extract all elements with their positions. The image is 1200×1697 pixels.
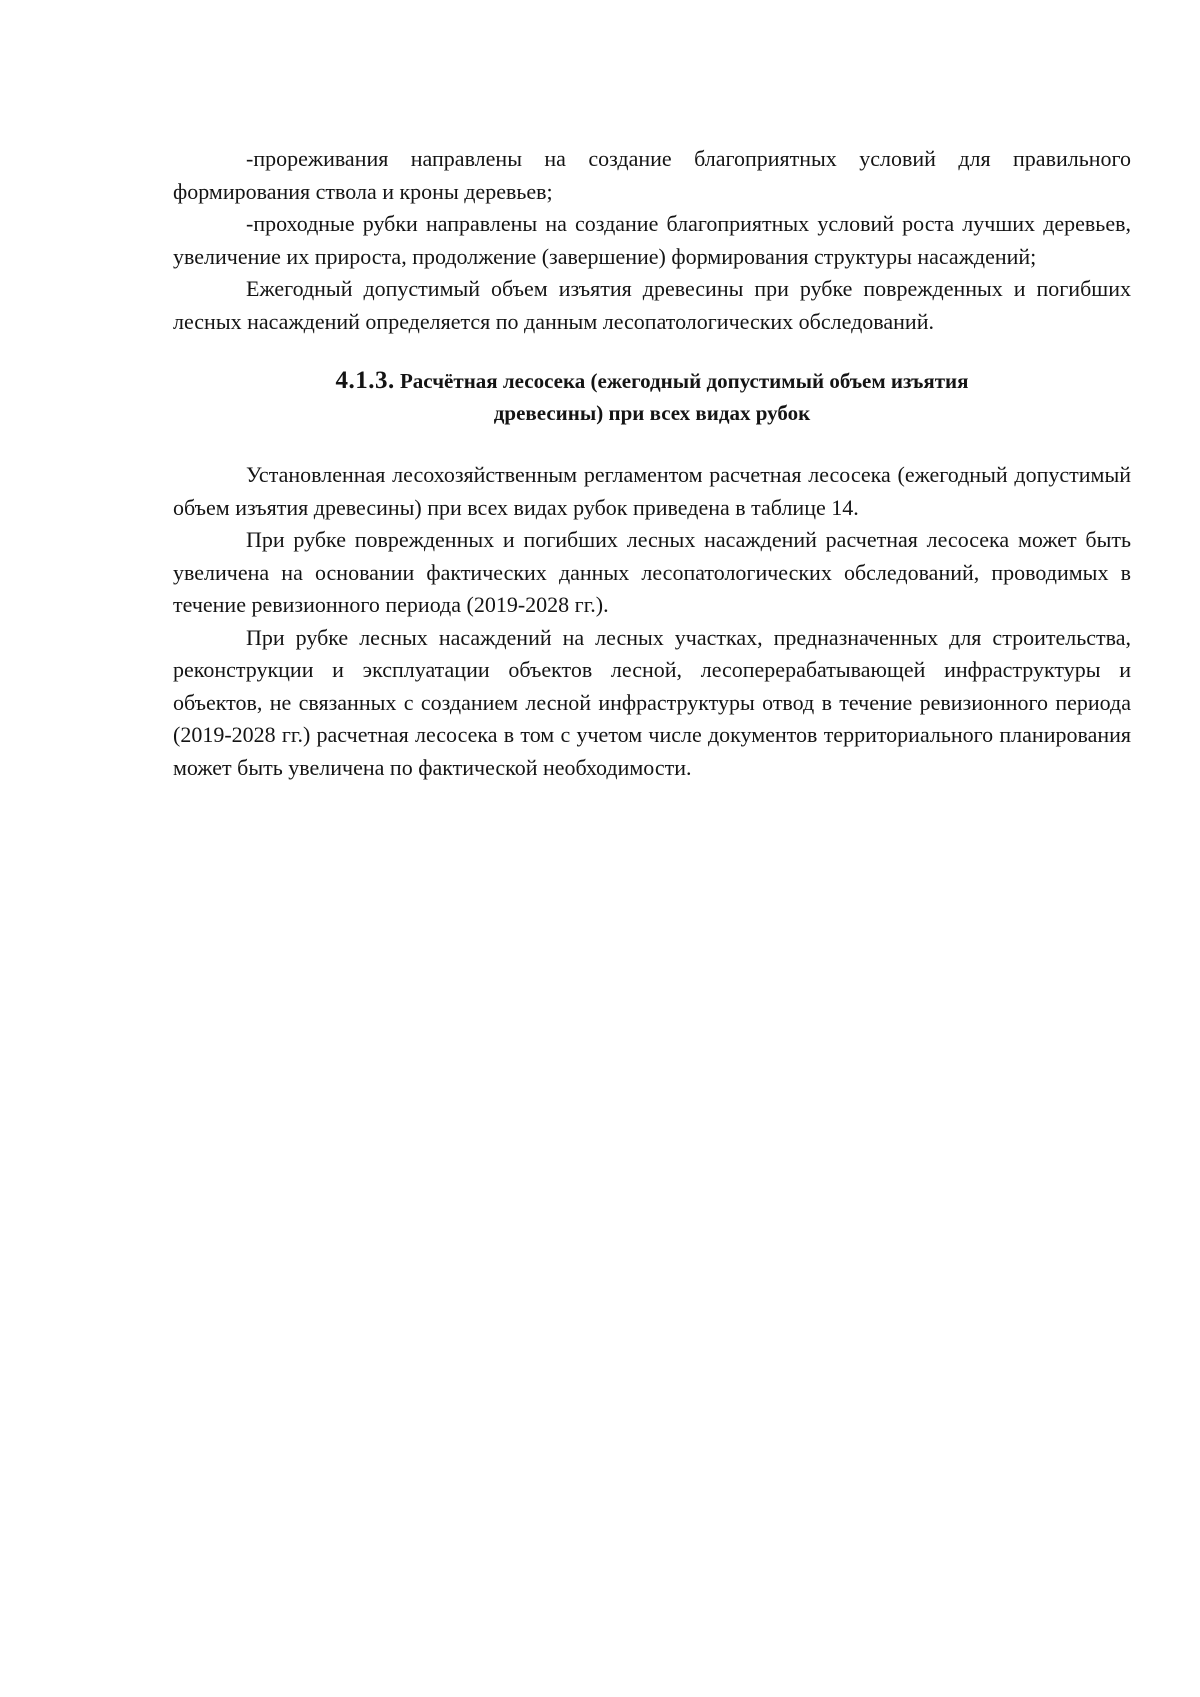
paragraph-infrastructure: При рубке лесных насаждений на лесных участках, предназначенных для строительства, реконструкции и эксплуатации объектов лесной, лесоперерабатывающей инфраструктуры и объектов, не связанных с созданием лесной инфраструктуры отвод в течение ревизионного периода (2019-2028 гг.) расчетная лесосека в том с учетом числе документов территориального планирования может быть увеличена по фактической необходимости. (173, 624, 1131, 780)
section-number: 4.1.3. (335, 367, 395, 394)
section-heading-line-1 (173, 365, 1131, 397)
paragraph-annual-volume-damaged: Ежегодный допустимый объем изъятия древесины при рубке поврежденных и погибших лесных насаждений определяется по данным лесопатологических обследований. (173, 276, 1131, 334)
section-title-part-2: древесины) при всех видах рубок (493, 401, 811, 425)
section-body (173, 459, 1131, 784)
paragraph-thinning: -прореживания направлены на создание благоприятных условий для правильного формирования ствола и кроны деревьев; (173, 146, 1131, 204)
paragraph-damaged-stands: При рубке поврежденных и погибших лесных насаждений расчетная лесосека может быть увеличена на основании фактических данных лесопатологических обследований, проводимых в течение ревизионного периода (2019-2028 гг.). (173, 527, 1131, 617)
section-heading (173, 365, 1131, 429)
document-body (173, 143, 1131, 784)
paragraph-passage-cuttings: -проходные рубки направлены на создание благоприятных условий роста лучших деревьев, увеличение их прироста, продолжение (завершение) формирования структуры насаждений; (173, 211, 1131, 269)
paragraph-established-cutting-area: Установленная лесохозяйственным регламентом расчетная лесосека (ежегодный допустимый объем изъятия древесины) при всех видах рубок приведена в таблице 14. (173, 462, 1131, 520)
section-title-part-1: Расчётная лесосека (ежегодный допустимый объем изъятия (399, 369, 969, 393)
